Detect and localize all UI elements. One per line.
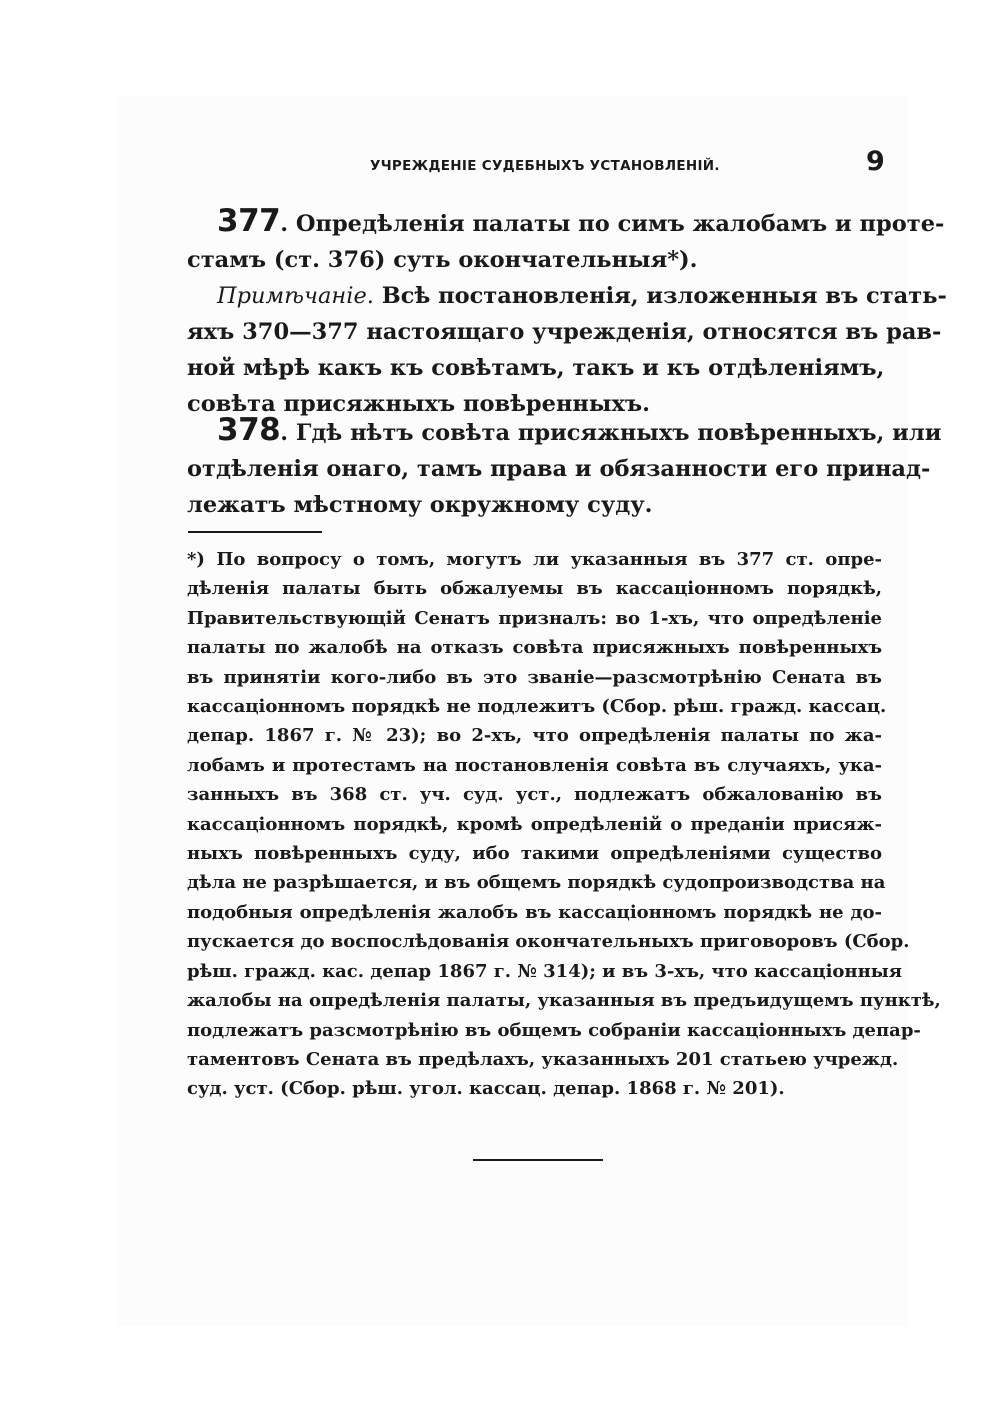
article-note [187, 278, 947, 422]
footnote-line: *) По вопросу о томъ, могутъ ли указанныя въ 377 ст. опре- [187, 549, 882, 570]
footnote-line: суд. уст. (Сбор. рѣш. угол. кассац. депар. 1868 г. № 201). [187, 1078, 785, 1100]
footnote-line: подлежатъ разсмотрѣнію въ общемъ собраніи кассаціонныхъ депар- [187, 1019, 921, 1041]
end-separator [473, 1159, 603, 1161]
article-text: . Опредѣленія палаты по симъ жалобамъ и проте- [280, 211, 945, 237]
article-number: 377 [217, 203, 281, 239]
footnote-line: жалобы на опредѣленія палаты, указанныя въ предъидущемъ пунктѣ, [187, 990, 941, 1012]
note-label: Примѣчаніе. [217, 283, 374, 309]
article-377-line-1 [187, 203, 945, 242]
footnote-line: подобныя опредѣленія жалобъ въ кассаціонномъ порядкѣ не до- [187, 901, 882, 923]
footnote-line: кассаціонномъ порядкѣ не подлежитъ (Сбор. рѣш. гражд. кассац. [187, 696, 887, 718]
article-378 [187, 412, 942, 523]
footnote-line: кассаціонномъ порядкѣ, кромѣ опредѣленій о преданіи присяж- [187, 813, 882, 835]
page-number: 9 [866, 146, 885, 177]
article-377 [187, 203, 945, 278]
footnote-separator [188, 531, 322, 533]
note-text: Всѣ постановленія, изложенныя въ стать- [373, 283, 947, 309]
footnote-line: таментовъ Сената въ предѣлахъ, указанныхъ 201 статьею учрежд. [187, 1048, 899, 1070]
footnote-line: рѣш. гражд. кас. депар 1867 г. № 314); и въ 3-хъ, что кассаціонныя [187, 960, 903, 982]
footnote-line: дѣла не разрѣшается, и въ общемъ порядкѣ судопроизводства на [187, 872, 886, 894]
footnote-line: палаты по жалобѣ на отказъ совѣта присяжныхъ повѣренныхъ [187, 637, 882, 659]
article-378-line-1 [187, 412, 942, 451]
note-line-3: ной мѣрѣ какъ къ совѣтамъ, такъ и къ отдѣленіямъ, [187, 355, 885, 381]
footnote-line: занныхъ въ 368 ст. уч. суд. уст., подлежатъ обжалованію въ [187, 784, 882, 806]
note-line-1 [187, 278, 947, 314]
footnote-line: лобамъ и протестамъ на постановленія совѣта въ случаяхъ, ука- [187, 754, 882, 776]
article-377-line-2: стамъ (ст. 376) суть окончательныя*). [187, 247, 698, 273]
footnote-line: Правительствующій Сенатъ призналъ: во 1-хъ, что опредѣленіе [187, 607, 882, 629]
running-title: УЧРЕЖДЕНІЕ СУДЕБНЫХЪ УСТАНОВЛЕНІЙ. [370, 158, 720, 174]
article-number: 378 [217, 412, 281, 448]
article-378-line-2: отдѣленія онаго, тамъ права и обязанности его принад- [187, 456, 931, 482]
footnote-line: дѣленія палаты быть обжалуемы въ кассаціонномъ порядкѣ, [187, 578, 882, 600]
note-line-2: яхъ 370—377 настоящаго учрежденія, относятся въ рав- [187, 319, 942, 345]
footnote-line: въ принятіи кого-либо въ это званіе—разсмотрѣнію Сената въ [187, 666, 882, 688]
footnote [187, 545, 941, 1104]
note-line-4: совѣта присяжныхъ повѣренныхъ. [187, 391, 650, 417]
footnote-line: ныхъ повѣренныхъ суду, ибо такими опредѣленіями существо [187, 843, 882, 865]
footnote-line: пускается до воспослѣдованія окончательныхъ приговоровъ (Сбор. [187, 931, 910, 953]
footnote-line: депар. 1867 г. № 23); во 2-хъ, что опредѣленія палаты по жа- [187, 725, 882, 747]
article-text: . Гдѣ нѣтъ совѣта присяжныхъ повѣренныхъ, или [280, 420, 942, 446]
article-378-line-3: лежатъ мѣстному окружному суду. [187, 492, 653, 518]
